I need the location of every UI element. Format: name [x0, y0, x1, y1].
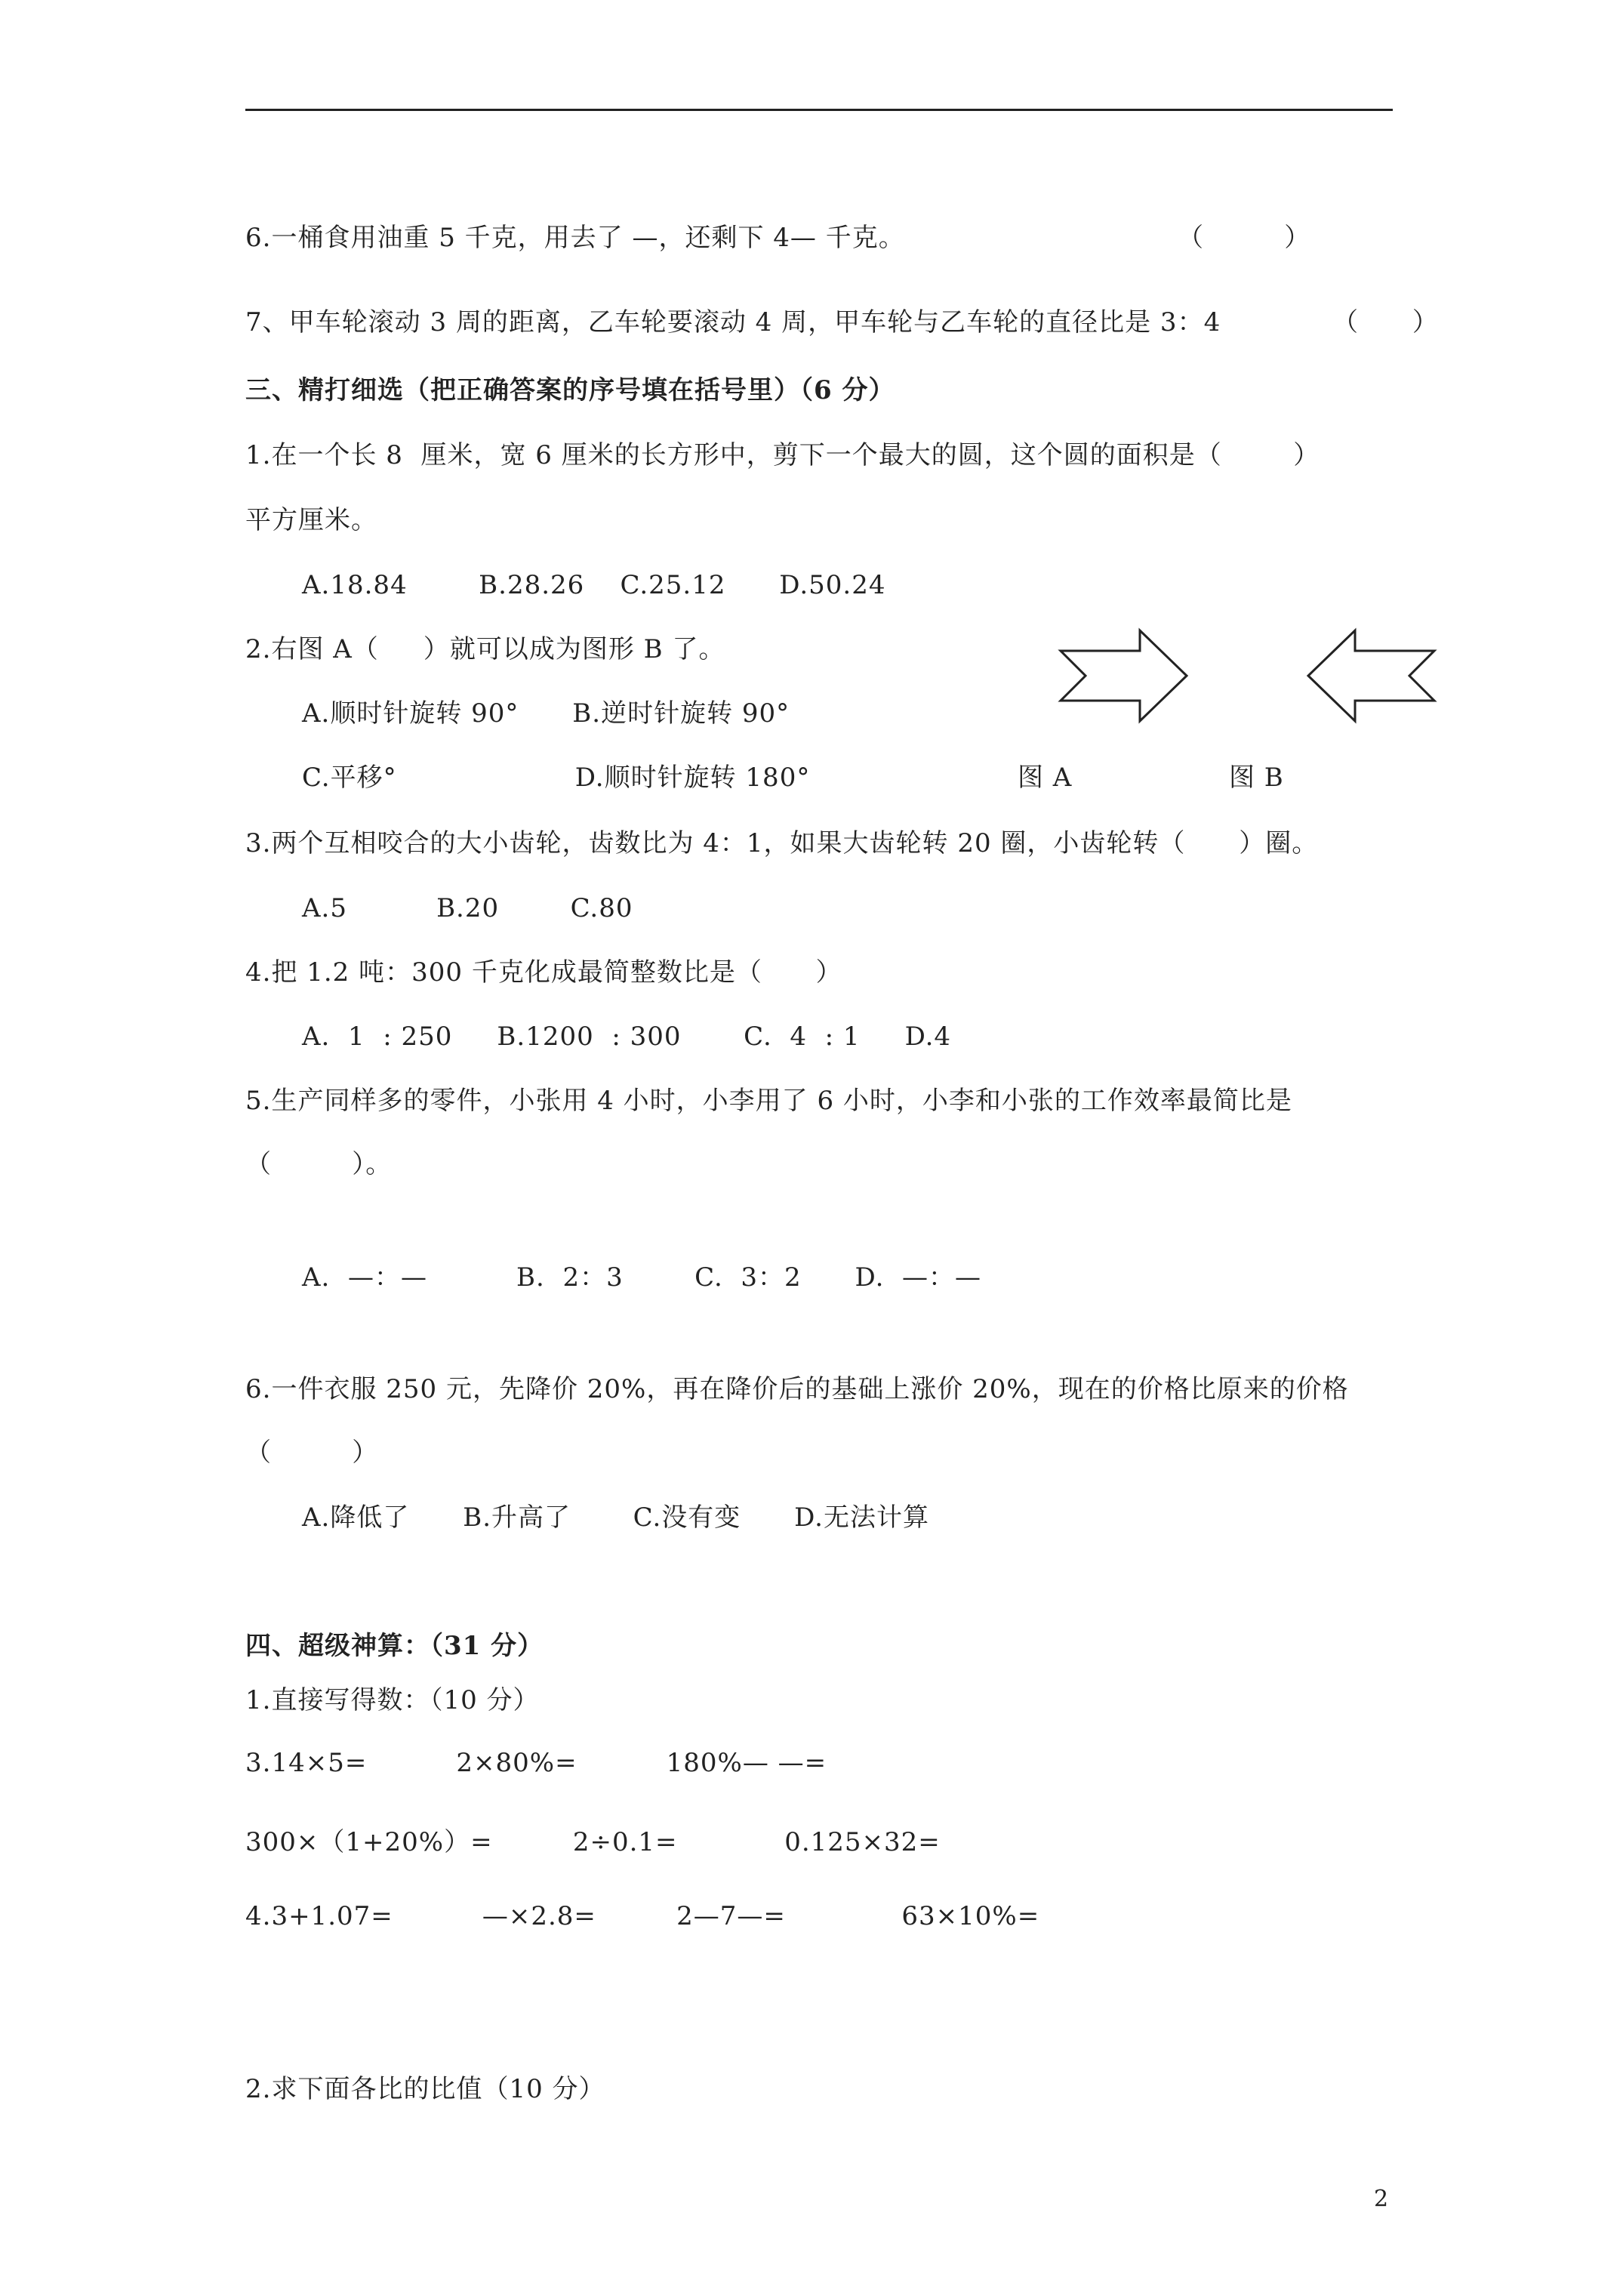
question-line: 2.求下面各比的比值（10 分） [245, 2074, 605, 2104]
answer-parentheses: （ ） [1178, 223, 1311, 253]
question-line: 2.右图 A（ ）就可以成为图形 B 了。 [245, 634, 725, 664]
figure-a-label: 图 A [1018, 763, 1073, 793]
question-line: 6.一件衣服 250 元，先降价 20%，再在降价后的基础上涨价 20%，现在的价格比原来的价格 [245, 1374, 1349, 1404]
calc-line: 3.14×5= 2×80%= 180%— —= [245, 1748, 827, 1778]
answer-parentheses: （ ） [1332, 307, 1439, 337]
figure-b-arrow-left [1302, 627, 1438, 725]
options-line: C.平移° D.顺时针旋转 180° [302, 763, 811, 793]
options-line: A.18.84 B.28.26 C.25.12 D.50.24 [302, 570, 886, 600]
header-rule [245, 109, 1393, 111]
question-line: （ ） [245, 1438, 379, 1468]
calc-line: 4.3+1.07= —×2.8= 2—7—= 63×10%= [245, 1901, 1040, 1931]
question-line: 1.在一个长 8 厘米，宽 6 厘米的长方形中，剪下一个最大的圆，这个圆的面积是（ ） [245, 440, 1320, 470]
question-line: 5.生产同样多的零件，小张用 4 小时，小李用了 6 小时，小李和小张的工作效率最简比是 [245, 1086, 1292, 1116]
options-line: A. 1 : 250 B.1200 : 300 C. 4 : 1 D.4 [302, 1022, 952, 1052]
options-line: A.5 B.20 C.80 [302, 893, 633, 923]
section-title: 四、超级神算：（31 分） [245, 1631, 544, 1661]
question-line: （ ）。 [245, 1149, 393, 1179]
calc-line: 300×（1+20%）= 2÷0.1= 0.125×32= [245, 1827, 941, 1857]
question-line: 1.直接写得数：（10 分） [245, 1685, 540, 1715]
options-line: A.顺时针旋转 90° B.逆时针旋转 90° [302, 698, 790, 729]
question-line: 7、甲车轮滚动 3 周的距离，乙车轮要滚动 4 周，甲车轮与乙车轮的直径比是 3：4 [245, 307, 1221, 337]
options-line: A.降低了 B.升高了 C.没有变 D.无法计算 [302, 1502, 929, 1533]
question-line: 4.把 1.2 吨：300 千克化成最简整数比是（ ） [245, 957, 842, 988]
question-line: 平方厘米。 [245, 505, 377, 535]
page-number: 2 [1374, 2186, 1389, 2212]
figure-a-arrow-right [1057, 627, 1193, 725]
figure-b-label: 图 B [1229, 763, 1284, 793]
question-line: 6.一桶食用油重 5 千克，用去了 —，还剩下 4— 千克。 [245, 223, 905, 253]
question-line: 3.两个互相咬合的大小齿轮，齿数比为 4：1，如果大齿轮转 20 圈，小齿轮转（ ）圈。 [245, 828, 1319, 858]
options-line: A. —：— B. 2：3 C. 3：2 D. —：— [302, 1262, 981, 1293]
section-title: 三、精打细选（把正确答案的序号填在括号里）（6 分） [245, 375, 895, 405]
